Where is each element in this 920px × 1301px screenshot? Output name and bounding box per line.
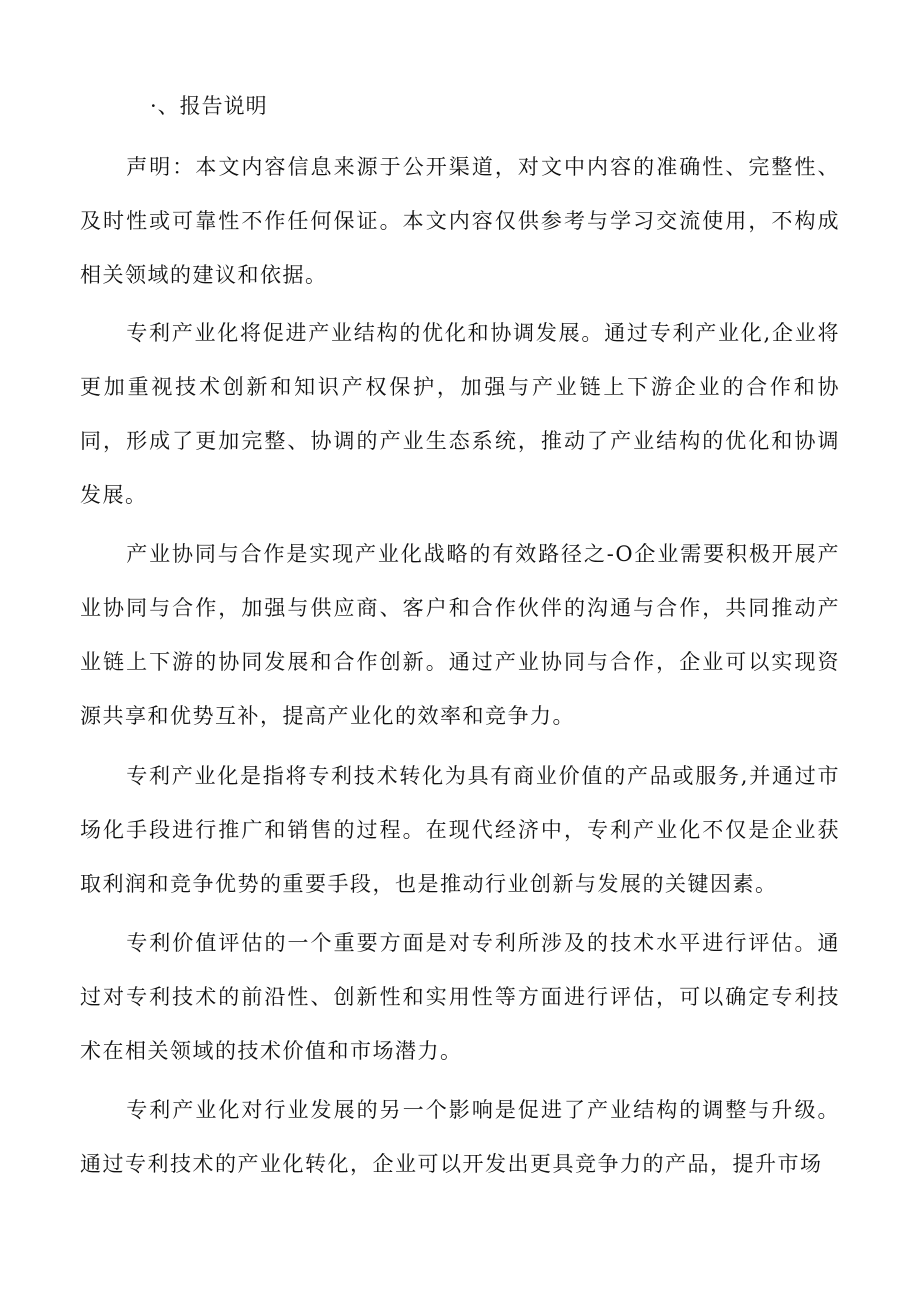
disclaimer-paragraph: 声明：本文内容信息来源于公开渠道，对文中内容的准确性、完整性、及时性或可靠性不作任何保证。本文内容仅供参考与学习交流使用，不构成相关领域的建议和依据。 (80, 155, 840, 287)
body-paragraph: 专利产业化对行业发展的另一个影响是促进了产业结构的调整与升级。通过专利技术的产业化转化，企业可以开发出更具竞争力的产品，提升市场 (80, 1098, 840, 1176)
body-paragraph: 专利产业化是指将专利技术转化为具有商业价值的产品或服务,并通过市场化手段进行推广和销售的过程。在现代经济中，专利产业化不仅是企业获取利润和竞争优势的重要手段，也是推动行业创新与发展的关键因素。 (80, 764, 840, 896)
section-heading: ·、报告说明 (150, 94, 268, 118)
body-paragraph: 产业协同与合作是实现产业化战略的有效路径之-O企业需要积极开展产业协同与合作，加强与供应商、客户和合作伙伴的沟通与合作，共同推动产业链上下游的协同发展和合作创新。通过产业协同与合作，企业可以实现资源共享和优势互补，提高产业化的效率和竞争力。 (80, 542, 840, 728)
body-paragraph: 专利价值评估的一个重要方面是对专利所涉及的技术水平进行评估。通过对专利技术的前沿性、创新性和实用性等方面进行评估，可以确定专利技术在相关领域的技术价值和市场潜力。 (80, 931, 840, 1063)
body-paragraph: 专利产业化将促进产业结构的优化和协调发展。通过专利产业化,企业将更加重视技术创新和知识产权保护，加强与产业链上下游企业的合作和协同，形成了更加完整、协调的产业生态系统，推动了产业结构的优化和协调发展。 (80, 321, 840, 507)
